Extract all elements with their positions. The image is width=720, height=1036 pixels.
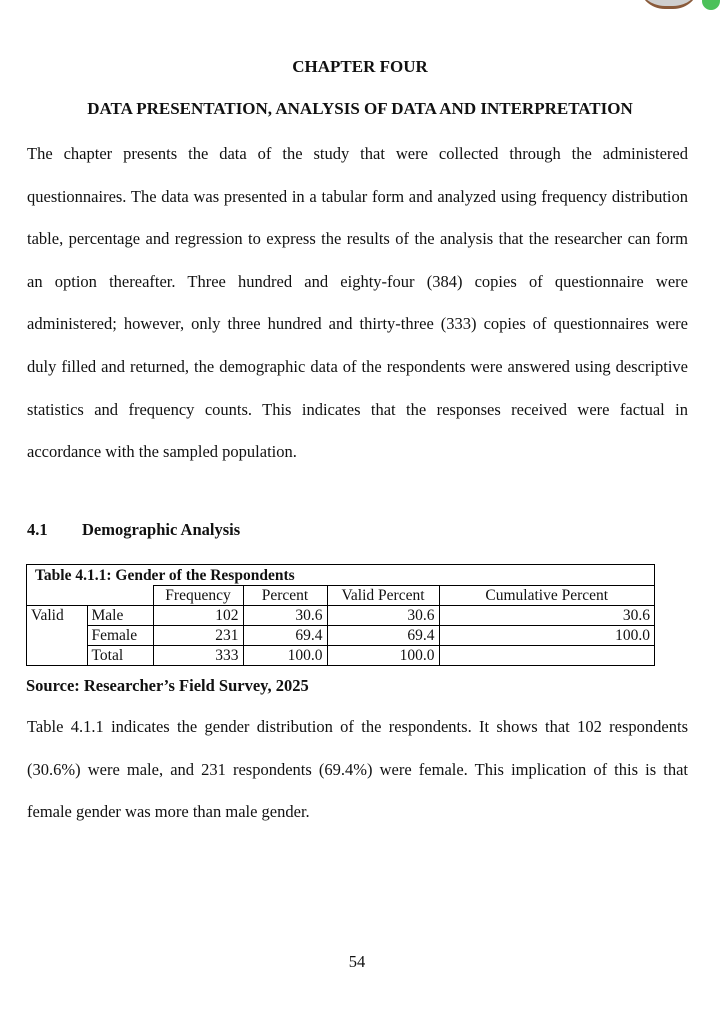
header-frequency: Frequency — [153, 586, 243, 606]
row-valid-percent: 69.4 — [327, 626, 439, 646]
table-grid — [27, 585, 654, 665]
row-frequency: 102 — [153, 606, 243, 626]
header-blank — [87, 586, 153, 606]
table-header-row — [27, 586, 654, 606]
chapter-subtitle: DATA PRESENTATION, ANALYSIS OF DATA AND INTERPRETATION — [87, 99, 633, 118]
row-percent: 69.4 — [243, 626, 327, 646]
header-blank — [27, 586, 87, 606]
interpretation-paragraph: Table 4.1.1 indicates the gender distribution of the respondents. It shows that 102 respondents (30.6%) were male, and 231 respondents (69.4%) were female. This implication of this is that female gender was more than male gender. — [27, 717, 688, 822]
row-category: Total — [87, 646, 153, 666]
section-heading — [27, 520, 240, 540]
header-valid-percent: Valid Percent — [327, 586, 439, 606]
gender-table — [26, 564, 655, 666]
row-category: Male — [87, 606, 153, 626]
row-valid-percent: 100.0 — [327, 646, 439, 666]
corner-decoration — [638, 0, 700, 9]
corner-badge-icon — [702, 0, 720, 10]
row-cumulative-percent — [439, 646, 654, 666]
row-frequency: 231 — [153, 626, 243, 646]
page-number: 54 — [348, 952, 366, 971]
section-title: Demographic Analysis — [82, 520, 241, 539]
row-group-blank — [27, 626, 87, 646]
header-cumulative-percent: Cumulative Percent — [439, 586, 654, 606]
row-category: Female — [87, 626, 153, 646]
section-number: 4.1 — [27, 520, 48, 539]
row-percent: 30.6 — [243, 606, 327, 626]
table-caption: Table 4.1.1: Gender of the Respondents — [35, 567, 295, 584]
row-group-label: Valid — [27, 606, 87, 626]
row-cumulative-percent: 30.6 — [439, 606, 654, 626]
chapter-title: CHAPTER FOUR — [292, 57, 428, 76]
table-row — [27, 646, 654, 666]
row-percent: 100.0 — [243, 646, 327, 666]
intro-paragraph: The chapter presents the data of the study that were collected through the administered questionnaires. The data was presented in a tabular form and analyzed using frequency distribution table, percentage and regression to express the results of the analysis that the researcher can form an option thereafter. Three hundred and eighty-four (384) copies of questionnaire were administered; however, only three hundred and thirty-three (333) copies of questionnaires were duly filled and returned, the demographic data of the respondents were answered using descriptive statistics and frequency counts. This indicates that the responses received were factual in accordance with the sampled population. — [27, 144, 688, 462]
row-frequency: 333 — [153, 646, 243, 666]
row-valid-percent: 30.6 — [327, 606, 439, 626]
table-row — [27, 626, 654, 646]
row-cumulative-percent: 100.0 — [439, 626, 654, 646]
row-group-blank — [27, 646, 87, 666]
header-percent: Percent — [243, 586, 327, 606]
table-source: Source: Researcher’s Field Survey, 2025 — [26, 676, 309, 695]
table-row — [27, 606, 654, 626]
